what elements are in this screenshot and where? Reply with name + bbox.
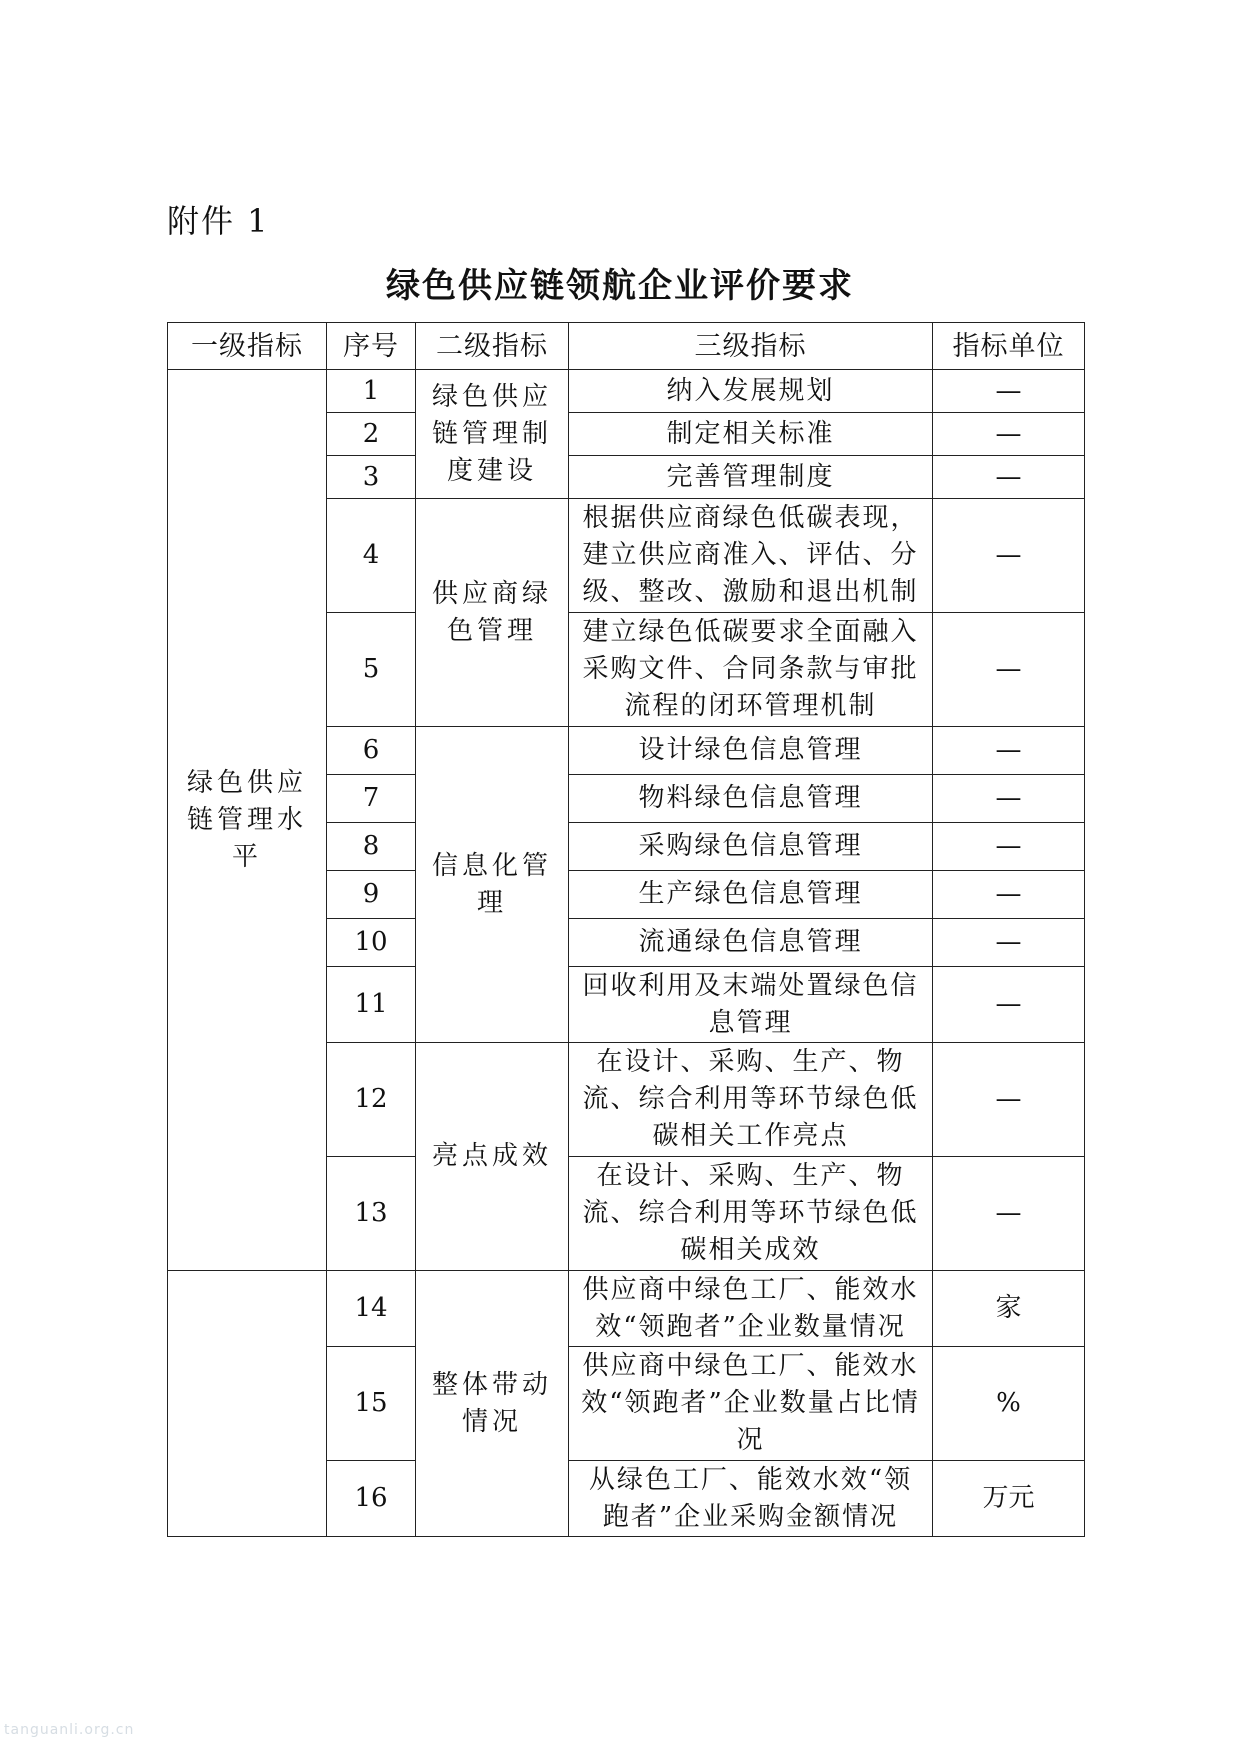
- seq-cell: 15: [327, 1347, 416, 1461]
- unit-cell: —: [933, 727, 1085, 775]
- attachment-label: 附件 1: [167, 202, 270, 240]
- watermark: tanguanli.org.cn: [4, 1722, 135, 1738]
- level3-cell: 生产绿色信息管理: [569, 871, 933, 919]
- unit-cell: —: [933, 413, 1085, 456]
- level2-cell: 供应商绿色管理: [416, 499, 569, 727]
- unit-cell: —: [933, 871, 1085, 919]
- level1-cell: 绿色供应链管理水平: [168, 370, 327, 1271]
- table-row: [168, 1271, 1085, 1347]
- header-level2: 二级指标: [416, 323, 569, 370]
- unit-cell: —: [933, 775, 1085, 823]
- level3-cell: 设计绿色信息管理: [569, 727, 933, 775]
- seq-cell: 1: [327, 370, 416, 413]
- level2-cell: 整体带动情况: [416, 1271, 569, 1537]
- unit-cell: 家: [933, 1271, 1085, 1347]
- level3-cell: 在设计、采购、生产、物流、综合利用等环节绿色低碳相关工作亮点: [569, 1043, 933, 1157]
- header-unit: 指标单位: [933, 323, 1085, 370]
- level3-cell: 从绿色工厂、能效水效“领跑者”企业采购金额情况: [569, 1461, 933, 1537]
- unit-cell: —: [933, 613, 1085, 727]
- level3-cell: 供应商中绿色工厂、能效水效“领跑者”企业数量占比情况: [569, 1347, 933, 1461]
- header-seq: 序号: [327, 323, 416, 370]
- level3-cell: 纳入发展规划: [569, 370, 933, 413]
- table-header-row: [168, 323, 1085, 370]
- unit-cell: —: [933, 1157, 1085, 1271]
- unit-cell: 万元: [933, 1461, 1085, 1537]
- seq-cell: 7: [327, 775, 416, 823]
- level2-cell: 绿色供应链管理制度建设: [416, 370, 569, 499]
- seq-cell: 14: [327, 1271, 416, 1347]
- level3-cell: 建立绿色低碳要求全面融入采购文件、合同条款与审批流程的闭环管理机制: [569, 613, 933, 727]
- unit-cell: —: [933, 823, 1085, 871]
- unit-cell: —: [933, 967, 1085, 1043]
- seq-cell: 9: [327, 871, 416, 919]
- level2-cell: 亮点成效: [416, 1043, 569, 1271]
- level3-cell: 完善管理制度: [569, 456, 933, 499]
- level3-cell: 制定相关标准: [569, 413, 933, 456]
- evaluation-table: [167, 322, 1085, 1537]
- unit-cell: —: [933, 499, 1085, 613]
- seq-cell: 4: [327, 499, 416, 613]
- seq-cell: 13: [327, 1157, 416, 1271]
- level3-cell: 根据供应商绿色低碳表现，建立供应商准入、评估、分级、整改、激励和退出机制: [569, 499, 933, 613]
- seq-cell: 10: [327, 919, 416, 967]
- level1-cell: [168, 1271, 327, 1537]
- level3-cell: 物料绿色信息管理: [569, 775, 933, 823]
- table-row: [168, 370, 1085, 413]
- level3-cell: 采购绿色信息管理: [569, 823, 933, 871]
- header-level1: 一级指标: [168, 323, 327, 370]
- seq-cell: 8: [327, 823, 416, 871]
- document-title: 绿色供应链领航企业评价要求: [386, 266, 854, 306]
- seq-cell: 3: [327, 456, 416, 499]
- seq-cell: 5: [327, 613, 416, 727]
- unit-cell: —: [933, 456, 1085, 499]
- unit-cell: %: [933, 1347, 1085, 1461]
- unit-cell: —: [933, 1043, 1085, 1157]
- level3-cell: 在设计、采购、生产、物流、综合利用等环节绿色低碳相关成效: [569, 1157, 933, 1271]
- level3-cell: 供应商中绿色工厂、能效水效“领跑者”企业数量情况: [569, 1271, 933, 1347]
- header-level3: 三级指标: [569, 323, 933, 370]
- level3-cell: 回收利用及末端处置绿色信息管理: [569, 967, 933, 1043]
- unit-cell: —: [933, 370, 1085, 413]
- level2-cell: 信息化管理: [416, 727, 569, 1043]
- seq-cell: 2: [327, 413, 416, 456]
- seq-cell: 16: [327, 1461, 416, 1537]
- seq-cell: 11: [327, 967, 416, 1043]
- unit-cell: —: [933, 919, 1085, 967]
- level3-cell: 流通绿色信息管理: [569, 919, 933, 967]
- seq-cell: 6: [327, 727, 416, 775]
- seq-cell: 12: [327, 1043, 416, 1157]
